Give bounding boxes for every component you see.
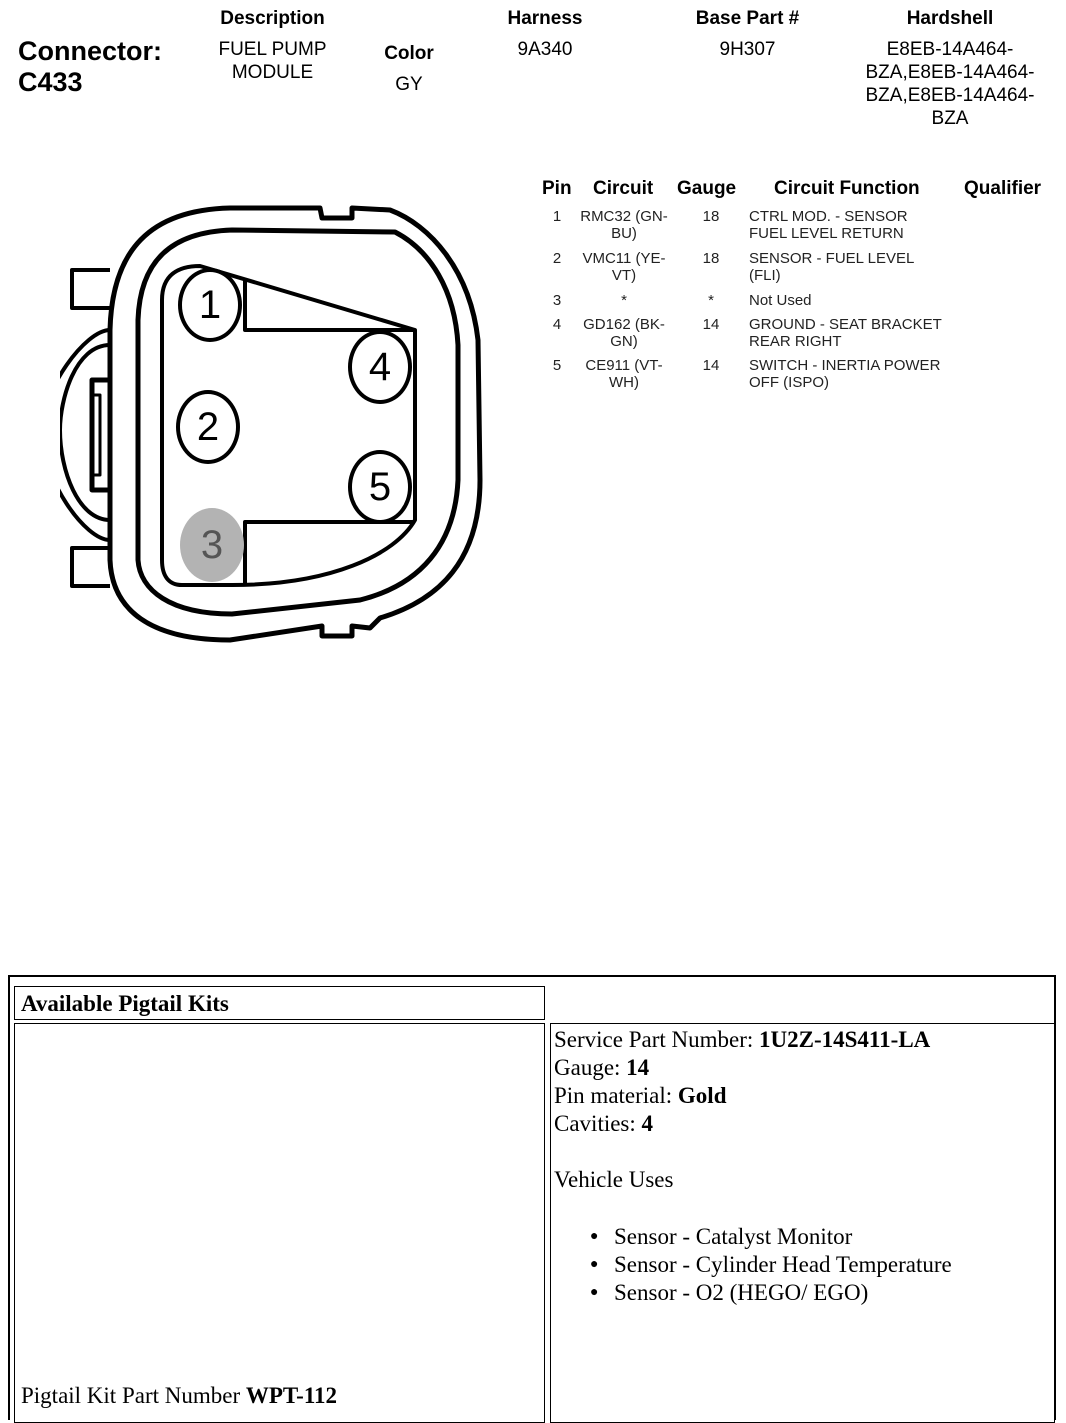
hardshell-label: Hardshell bbox=[906, 8, 994, 29]
pigtail-kit-part bbox=[21, 1382, 337, 1410]
gauge-line bbox=[554, 1054, 1051, 1082]
pin-4-circle: 4 bbox=[348, 330, 412, 404]
vehicle-uses-list bbox=[590, 1223, 1051, 1307]
pin-number: 3 bbox=[552, 292, 562, 309]
wire-gauge: 14 bbox=[702, 357, 720, 374]
header-gauge: Gauge bbox=[677, 178, 737, 199]
description-label: Description bbox=[220, 8, 325, 29]
pin-table-row bbox=[536, 208, 1056, 248]
service-part-line bbox=[554, 1026, 1051, 1054]
kit-part-number: WPT-112 bbox=[245, 1383, 338, 1408]
kit-part-label: Pigtail Kit Part Number bbox=[21, 1383, 246, 1408]
color-value: GY bbox=[395, 74, 423, 95]
vehicle-use-item: ● Sensor - O2 (HEGO/ EGO) bbox=[590, 1279, 1051, 1307]
vehicle-use-item: ● Sensor - Cylinder Head Temperature bbox=[590, 1251, 1051, 1279]
header-qualifier: Qualifier bbox=[964, 178, 1042, 199]
pin-table-row bbox=[536, 316, 1056, 356]
header-pin: Pin bbox=[542, 178, 572, 199]
wire-gauge: 18 bbox=[702, 250, 720, 267]
pin-1-circle: 1 bbox=[178, 268, 242, 342]
pin-material-value: Gold bbox=[677, 1083, 727, 1108]
pigtail-title-cell bbox=[14, 986, 545, 1020]
connector-heading bbox=[18, 36, 162, 98]
circuit-function: GROUND - SEAT BRACKET REAR RIGHT bbox=[749, 316, 942, 350]
connector-face-diagram bbox=[60, 195, 500, 655]
pin-number: 5 bbox=[552, 357, 562, 374]
pin-table-header bbox=[536, 178, 1056, 208]
wire-gauge: 14 bbox=[702, 316, 720, 333]
header-circuit: Circuit bbox=[593, 178, 654, 199]
circuit-code: VMC11 (YE- VT) bbox=[582, 250, 666, 284]
circuit-code: RMC32 (GN- BU) bbox=[580, 208, 668, 242]
circuit-function: SENSOR - FUEL LEVEL (FLI) bbox=[749, 250, 915, 284]
pin-rows bbox=[536, 208, 1056, 408]
pigtail-title: Available Pigtail Kits bbox=[21, 991, 229, 1016]
service-part-label: Service Part Number: bbox=[554, 1027, 760, 1052]
pin-5-circle: 5 bbox=[348, 450, 412, 524]
pigtail-spec-cell bbox=[550, 1023, 1055, 1423]
pin-number: 2 bbox=[552, 250, 562, 267]
wire-gauge: * bbox=[708, 292, 714, 309]
pin-material-line bbox=[554, 1082, 1051, 1110]
harness-label: Harness bbox=[507, 8, 583, 29]
color-label: Color bbox=[384, 43, 434, 64]
cavities-line bbox=[554, 1110, 1051, 1138]
base-part-value: 9H307 bbox=[719, 39, 776, 60]
pin-number: 4 bbox=[552, 316, 562, 333]
pigtail-kits-panel bbox=[8, 975, 1056, 1420]
pin-number: 1 bbox=[552, 208, 562, 225]
base-part-label: Base Part # bbox=[695, 8, 800, 29]
wire-gauge: 18 bbox=[702, 208, 720, 225]
cavities-label: Cavities: bbox=[554, 1111, 642, 1136]
gauge-label: Gauge: bbox=[554, 1055, 627, 1080]
vehicle-use-item: ● Sensor - Catalyst Monitor bbox=[590, 1223, 1051, 1251]
circuit-code: CE911 (VT- WH) bbox=[585, 357, 663, 391]
pin-table bbox=[536, 178, 1056, 408]
header-circuit-function: Circuit Function bbox=[774, 178, 920, 199]
pin-material-label: Pin material: bbox=[554, 1083, 678, 1108]
vehicle-uses-label: Vehicle Uses bbox=[554, 1167, 674, 1192]
cavities-value: 4 bbox=[641, 1111, 654, 1136]
harness-value: 9A340 bbox=[517, 39, 573, 60]
circuit-function: Not Used bbox=[749, 292, 812, 309]
circuit-code: * bbox=[621, 292, 627, 309]
pin-3-circle: 3 bbox=[180, 508, 244, 582]
pin-table-row bbox=[536, 292, 1056, 314]
hardshell-value: E8EB-14A464- BZA,E8EB-14A464- BZA,E8EB-14A464- BZA bbox=[865, 39, 1035, 129]
gauge-value: 14 bbox=[626, 1055, 650, 1080]
connector-label: Connector: bbox=[18, 36, 162, 66]
pin-table-row bbox=[536, 357, 1056, 397]
service-part-number: 1U2Z-14S411-LA bbox=[759, 1027, 931, 1052]
pin-table-row bbox=[536, 250, 1056, 290]
description-value: FUEL PUMP MODULE bbox=[218, 39, 327, 83]
pigtail-kit-cell bbox=[14, 1023, 545, 1423]
circuit-function: SWITCH - INERTIA POWER OFF (ISPO) bbox=[749, 357, 941, 391]
pin-2-circle: 2 bbox=[176, 390, 240, 464]
circuit-code: GD162 (BK- GN) bbox=[583, 316, 665, 350]
connector-id: C433 bbox=[18, 67, 83, 97]
circuit-function: CTRL MOD. - SENSOR FUEL LEVEL RETURN bbox=[749, 208, 908, 242]
